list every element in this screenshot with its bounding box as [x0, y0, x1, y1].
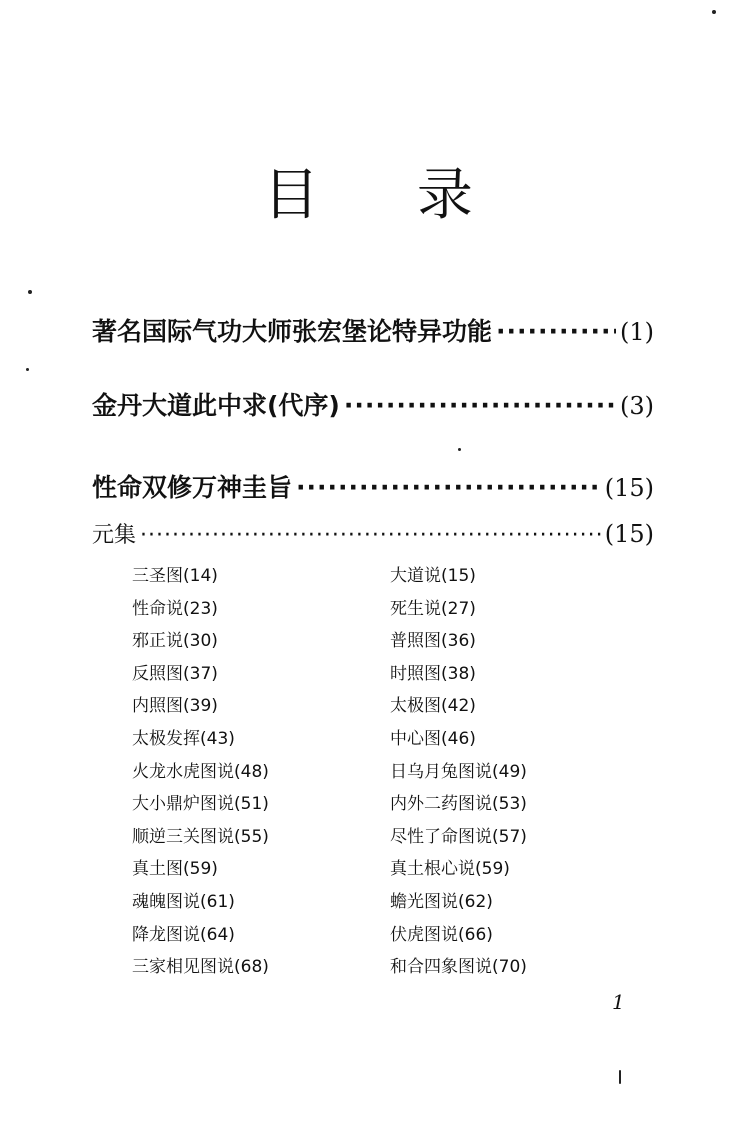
- toc-sub-item[interactable]: 内外二药图说(53): [390, 794, 527, 815]
- toc-entry-title: 元集: [92, 523, 137, 548]
- toc-sub-item[interactable]: 邪正说(30): [132, 631, 218, 652]
- scan-speck: [28, 290, 32, 294]
- toc-sub-item[interactable]: 大道说(15): [390, 566, 476, 586]
- toc-sub-item[interactable]: 大小鼎炉图说(51): [132, 794, 269, 815]
- toc-sub-item[interactable]: 普照图(36): [390, 631, 476, 652]
- toc-sub-item[interactable]: 真土图(59): [132, 859, 218, 880]
- page-title: 目 录: [263, 163, 513, 228]
- toc-sub-item[interactable]: 日乌月兔图说(49): [390, 761, 527, 782]
- scan-speck: [26, 368, 29, 371]
- toc-entry-1[interactable]: [92, 312, 654, 348]
- toc-entry-4[interactable]: [92, 518, 654, 549]
- toc-sub-item[interactable]: 三家相见图说(68): [132, 957, 269, 978]
- toc-sub-item[interactable]: 反照图(37): [132, 663, 218, 684]
- toc-entry-3[interactable]: [92, 468, 654, 504]
- toc-entry-page: (3): [620, 392, 654, 420]
- toc-sub-item[interactable]: 性命说(23): [132, 598, 218, 619]
- toc-sub-item[interactable]: 太极图(42): [390, 696, 476, 717]
- toc-sub-item[interactable]: 顺逆三关图说(55): [132, 826, 269, 847]
- toc-entry-2[interactable]: [92, 386, 654, 422]
- toc-sub-item[interactable]: 太极发挥(43): [132, 728, 235, 749]
- toc-sub-item[interactable]: 中心图(46): [390, 728, 476, 749]
- toc-sub-item[interactable]: 和合四象图说(70): [390, 957, 527, 978]
- toc-sub-item[interactable]: 内照图(39): [132, 696, 218, 717]
- sub-entry-list: [132, 562, 602, 986]
- toc-sub-item[interactable]: 降龙图说(64): [132, 924, 235, 945]
- scan-speck: [458, 448, 461, 451]
- scan-speck: [619, 1070, 621, 1084]
- page-number: 1: [612, 990, 625, 1014]
- toc-sub-item[interactable]: 伏虎图说(66): [390, 924, 493, 945]
- dot-leader: [140, 523, 601, 548]
- toc-sub-item[interactable]: 蟾光图说(62): [390, 891, 493, 912]
- toc-sub-item[interactable]: 火龙水虎图说(48): [132, 761, 269, 782]
- dot-leader: [296, 473, 601, 502]
- dot-leader: [344, 391, 616, 420]
- toc-sub-item[interactable]: 死生说(27): [390, 598, 476, 619]
- toc-entry-page: (15): [604, 474, 654, 502]
- dot-leader: [496, 317, 616, 346]
- toc-sub-item[interactable]: 尽性了命图说(57): [390, 826, 527, 847]
- toc-sub-item[interactable]: 真土根心说(59): [390, 859, 510, 880]
- toc-sub-item[interactable]: 时照图(38): [390, 663, 476, 684]
- scan-speck: [712, 10, 716, 14]
- toc-sub-item[interactable]: 魂魄图说(61): [132, 891, 235, 912]
- toc-entry-title: 金丹大道此中求(代序): [92, 391, 340, 420]
- toc-entry-title: 性命双修万神圭旨: [92, 473, 293, 502]
- toc-entry-page: (15): [604, 520, 654, 548]
- toc-entry-title: 著名国际气功大师张宏堡论特异功能: [92, 317, 493, 346]
- toc-sub-item[interactable]: 三圣图(14): [132, 566, 218, 586]
- toc-entry-page: (1): [620, 318, 654, 346]
